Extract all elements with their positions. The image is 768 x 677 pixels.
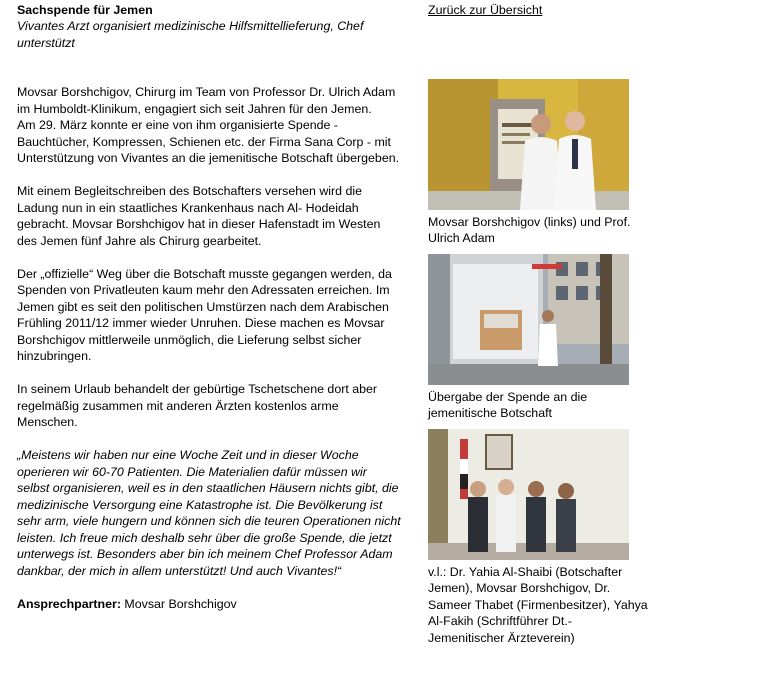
- doctors-photo-image: [428, 79, 629, 210]
- back-to-overview-link[interactable]: Zurück zur Übersicht: [428, 3, 543, 17]
- article-quote: „Meistens wir haben nur eine Woche Zeit und in dieser Woche operieren wir 60-70 Patienten. Die Materialien dafür müssen wir selbst organisieren, weil es in den staatlichen Häusern nichts gibt, die medizinische Versorgung eine Katastrophe ist. Die Bevölkerung ist sehr arm, viele hungern und können sich die teuren Operationen nicht leisten. Ich freue mich deshalb sehr über die große Spende, die jetzt unterwegs ist. Besonders aber bin ich meinem Chef Professor Adam dankbar, der mich in allem unterstützt! Und auch Vivantes!“: [17, 448, 401, 578]
- photo-embassy-group: [428, 429, 629, 560]
- photo-caption: Übergabe der Spende an die jemenitische Botschaft: [428, 389, 588, 420]
- contact-name: Movsar Borshchigov: [124, 596, 237, 611]
- contact-label: Ansprechpartner:: [17, 596, 121, 611]
- contact-line: [17, 596, 401, 613]
- photo-caption: Movsar Borshchigov (links) und Prof. Ulrich Adam: [428, 214, 631, 245]
- article-subtitle: Vivantes Arzt organisiert medizinische Hilfsmittellieferung, Chef unterstützt: [17, 19, 364, 50]
- article-title: Sachspende für Jemen: [17, 3, 153, 17]
- article-column: [17, 2, 401, 629]
- article-paragraph: Mit einem Begleitschreiben des Botschafters versehen wird die Ladung nun in ein staatliches Krankenhaus nach Al- Hodeidah gebracht. Movsar Borshchigov hat in dieser Hafenstadt im Westen des Jemen fünf Jahre als Chirurg gearbeitet.: [17, 184, 381, 248]
- sidebar-column: [428, 2, 758, 646]
- article-paragraph: Movsar Borshchigov, Chirurg im Team von Professor Dr. Ulrich Adam im Humboldt-Klinikum, engagiert sich seit Jahren für den Jemen. Am 29. März konnte er eine von ihm organisierte Spende - Bauchtücher, Kompressen, Schienen etc. der Firma Sana Corp - mit Unterstützung von Vivantes an die jemenitische Botschaft übergeben.: [17, 85, 400, 165]
- embassy-photo-image: [428, 429, 629, 560]
- article-paragraph: In seinem Urlaub behandelt der gebürtige Tschetschene dort aber regelmäßig zusammen mit anderen Ärzten kostenlos arme Menschen.: [17, 382, 378, 429]
- article-paragraph: Der „offizielle“ Weg über die Botschaft musste gegangen werden, da Spenden von Privatleuten kaum mehr den Adressaten erreichen. Im Jemen gibt es seit den politischen Umstürzen nach dem Arabischen Frühling 2011/12 immer wieder Unruhen. Diese machen es Movsar Borshchigov mittlerweile unmöglich, die Lieferung selbst sicher hinzubringen.: [17, 266, 392, 363]
- photo-doctors: [428, 79, 629, 210]
- photo-delivery: [428, 254, 629, 385]
- photo-caption: v.l.: Dr. Yahia Al-Shaibi (Botschafter Jemen), Movsar Borshchigov, Dr. Sameer Thabet (Firmenbesitzer), Yahya Al-Fakih (Schriftführer Dt.-Jemenitischer Ärzteverein): [428, 564, 648, 645]
- delivery-photo-image: [428, 254, 629, 385]
